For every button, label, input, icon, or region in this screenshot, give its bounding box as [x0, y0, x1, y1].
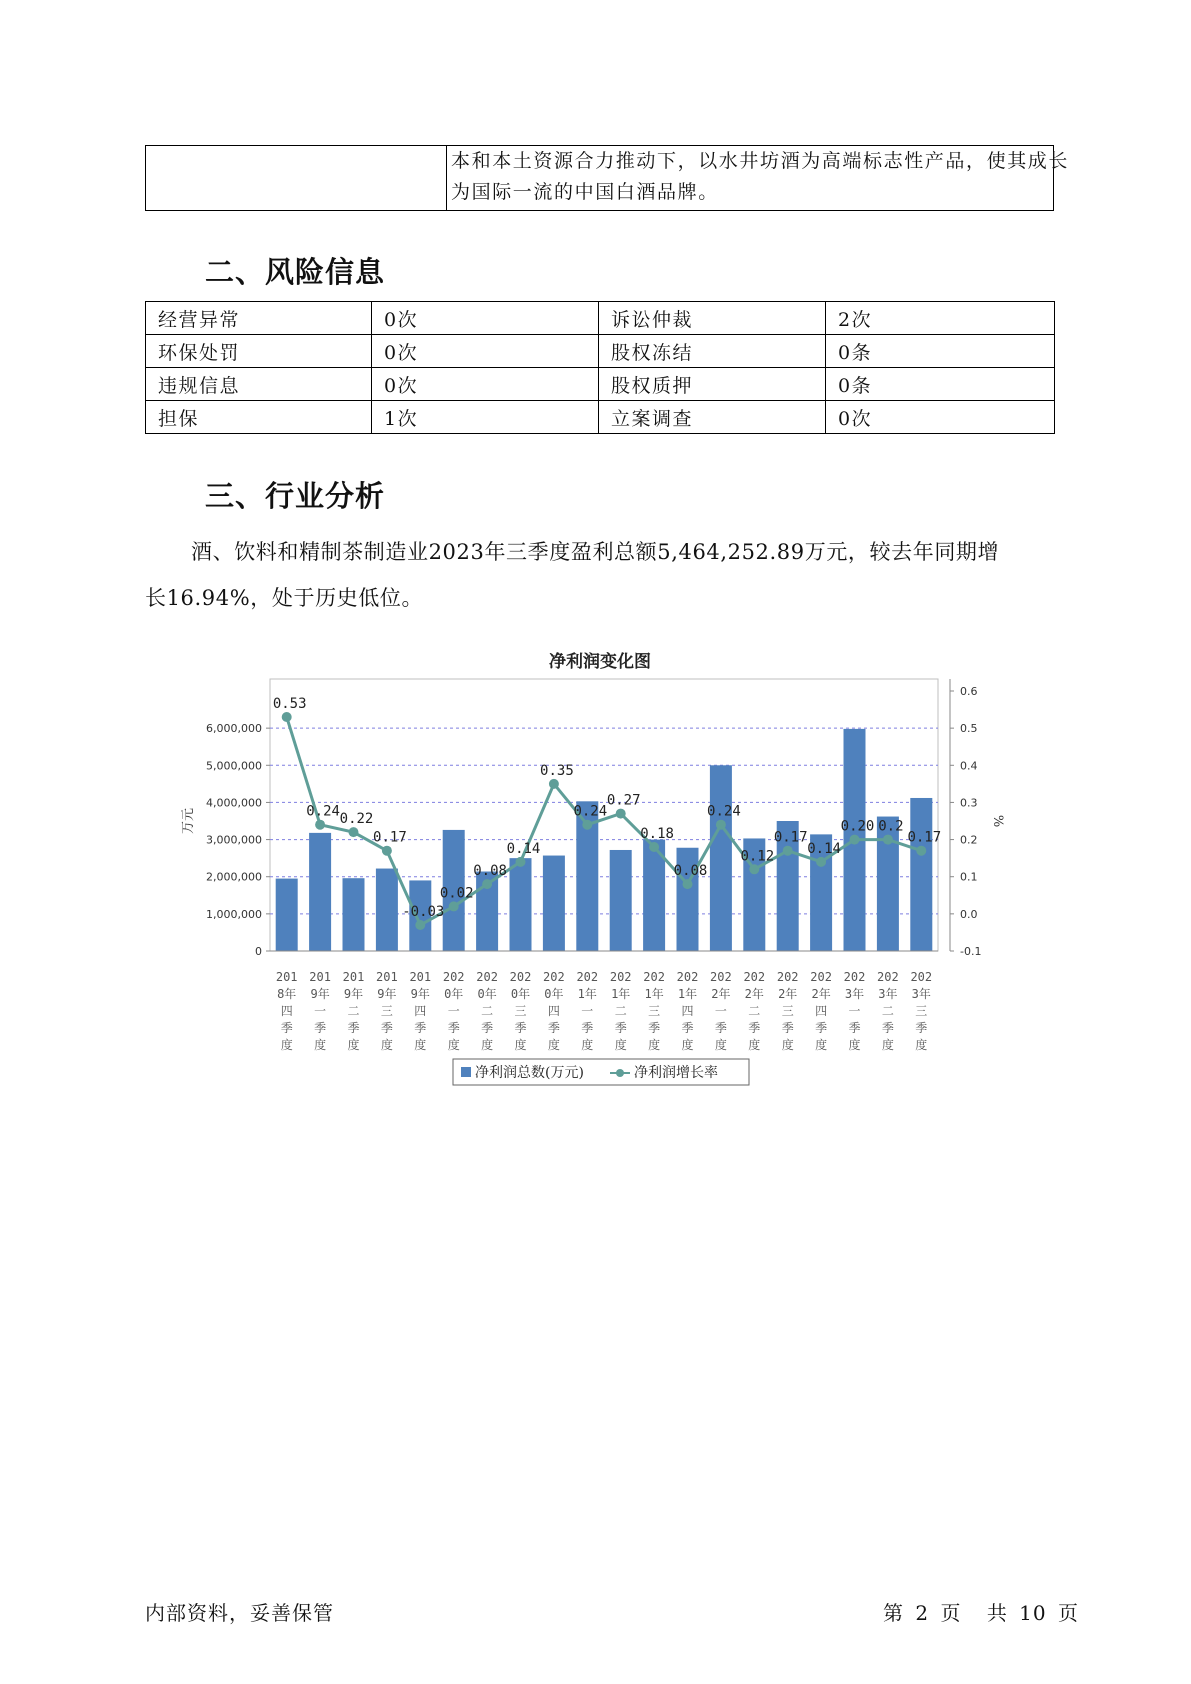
x-tick-label: 度 [915, 1038, 928, 1052]
bar [543, 856, 565, 951]
risk-row [146, 368, 1055, 401]
growth-data-label: 0.27 [606, 792, 641, 809]
growth-data-label: 0.17 [907, 829, 942, 846]
x-tick-label: 三 [648, 1004, 661, 1018]
y-tick-label: 6,000,000 [206, 722, 262, 736]
x-tick-label: 202 [509, 970, 532, 984]
growth-data-label: 0.2 [878, 818, 904, 835]
x-tick-label: 201 [275, 970, 298, 984]
x-tick-label: 202 [643, 970, 665, 984]
y2-tick-label: 0.6 [960, 685, 978, 698]
x-tick-label: 2年 [744, 987, 764, 1001]
growth-data-label: 0.24 [573, 803, 608, 820]
x-tick-label: 季 [347, 1021, 360, 1035]
industry-section-title: 三、行业分析 [205, 479, 386, 513]
x-tick-label: 四 [815, 1004, 828, 1018]
x-tick-label: 202 [877, 970, 899, 984]
risk-value: 0次 [826, 401, 1055, 434]
x-tick-label: 季 [547, 1021, 560, 1035]
x-tick-label: 季 [447, 1021, 460, 1035]
risk-value: 2次 [826, 302, 1055, 335]
x-tick-label: 202 [710, 970, 732, 984]
x-tick-label: 0年 [544, 987, 564, 1001]
x-tick-label: 202 [843, 970, 866, 984]
risk-value: 0次 [372, 335, 599, 368]
risk-table [145, 301, 1055, 434]
x-tick-label: 一 [848, 1004, 861, 1018]
x-tick-label: 度 [815, 1038, 828, 1052]
intro-text-line: 为国际一流的中国白酒品牌。 [451, 181, 719, 203]
y2-tick-label: 0.3 [960, 796, 978, 810]
x-tick-label: 度 [347, 1038, 360, 1052]
x-tick-label: 202 [576, 970, 599, 984]
intro-table [145, 145, 1070, 211]
x-tick-label: 三 [781, 1004, 794, 1018]
x-tick-label: 一 [581, 1004, 594, 1018]
growth-point [649, 842, 659, 852]
growth-point [549, 779, 559, 789]
growth-data-label: 0.20 [840, 818, 875, 835]
growth-point [482, 879, 492, 889]
x-tick-label: 季 [380, 1021, 393, 1035]
growth-point [916, 846, 926, 856]
net-profit-chart [170, 645, 1005, 1105]
growth-point [582, 820, 592, 830]
x-tick-label: 度 [314, 1038, 327, 1052]
y-tick-label: 3,000,000 [206, 833, 262, 847]
x-tick-label: 2年 [811, 987, 831, 1001]
x-tick-label: 四 [681, 1004, 694, 1018]
risk-value: 0次 [372, 368, 599, 401]
x-tick-label: 度 [514, 1038, 527, 1052]
x-tick-label: 8年 [277, 987, 297, 1001]
y2-tick-label: 0.1 [960, 870, 978, 884]
footer-confidential: 内部资料，妥善保管 [145, 1601, 334, 1625]
y-tick-label: 4,000,000 [206, 796, 262, 810]
growth-data-label: 0.17 [773, 829, 808, 846]
y2-tick-label: 0.4 [960, 759, 978, 773]
x-tick-label: 季 [781, 1021, 794, 1035]
x-tick-label: 季 [581, 1021, 594, 1035]
growth-data-label: 0.35 [540, 762, 574, 779]
x-tick-label: 3年 [911, 987, 931, 1001]
growth-point [315, 820, 325, 830]
bar [610, 850, 632, 951]
growth-point [850, 835, 860, 845]
x-tick-label: 度 [414, 1038, 427, 1052]
risk-label: 立案调查 [599, 401, 826, 434]
risk-row [146, 401, 1055, 434]
y2-tick-label: 0.0 [960, 907, 978, 921]
risk-label: 诉讼仲裁 [599, 302, 826, 335]
x-tick-label: 二 [881, 1004, 894, 1018]
risk-label: 环保处罚 [146, 335, 372, 368]
footer-page-number: 第 2 页 共 10 页 [883, 1601, 1079, 1625]
intro-table-text-cell [447, 146, 1070, 211]
x-tick-label: 3年 [844, 987, 865, 1001]
x-tick-label: 四 [280, 1004, 293, 1018]
growth-point [349, 827, 359, 837]
risk-section-title: 二、风险信息 [205, 255, 386, 289]
x-tick-label: 9年 [410, 987, 430, 1001]
x-tick-label: 度 [581, 1038, 594, 1052]
growth-data-label: 0.17 [373, 829, 407, 846]
x-tick-label: 201 [342, 970, 365, 984]
x-tick-label: 季 [848, 1021, 861, 1035]
x-tick-label: 季 [714, 1021, 727, 1035]
x-tick-label: 度 [781, 1038, 794, 1052]
growth-data-label: 0.08 [473, 863, 507, 880]
growth-data-label: 0.08 [673, 863, 708, 880]
growth-data-label: 0.18 [640, 826, 674, 842]
x-tick-label: 度 [881, 1038, 894, 1052]
x-tick-label: 度 [848, 1038, 861, 1052]
x-tick-label: 度 [681, 1038, 694, 1052]
growth-data-label: 0.24 [306, 803, 340, 820]
x-tick-label: 二 [748, 1004, 761, 1018]
risk-value: 0次 [372, 302, 599, 335]
risk-label: 经营异常 [146, 302, 372, 335]
risk-label: 股权冻结 [599, 335, 826, 368]
x-tick-label: 202 [676, 970, 699, 984]
x-tick-label: 度 [648, 1038, 661, 1052]
x-tick-label: 202 [810, 970, 832, 984]
x-tick-label: 季 [748, 1021, 761, 1035]
risk-row [146, 302, 1055, 335]
x-tick-label: 9年 [377, 987, 397, 1001]
y2-tick-label: 0.2 [960, 833, 978, 847]
bar [343, 878, 365, 951]
risk-label: 违规信息 [146, 368, 372, 401]
x-tick-label: 1年 [577, 987, 597, 1001]
x-tick-label: 一 [714, 1004, 727, 1018]
x-tick-label: 2年 [711, 987, 731, 1001]
x-tick-label: 度 [380, 1038, 393, 1052]
x-tick-label: 1年 [644, 987, 664, 1001]
x-tick-label: 四 [547, 1004, 560, 1018]
growth-data-label: 0.22 [339, 811, 374, 828]
x-tick-label: 二 [481, 1004, 494, 1018]
risk-value: 0条 [826, 335, 1055, 368]
bar [910, 798, 932, 951]
x-tick-label: 0年 [444, 987, 464, 1001]
bar [276, 879, 298, 951]
intro-table-empty-cell [146, 146, 447, 211]
risk-label: 担保 [146, 401, 372, 434]
x-tick-label: 度 [447, 1038, 460, 1052]
y-tick-label: 2,000,000 [206, 870, 262, 884]
x-tick-label: 三 [915, 1004, 928, 1018]
growth-point [415, 920, 425, 930]
growth-point [282, 712, 292, 722]
x-tick-label: 202 [543, 970, 565, 984]
x-tick-label: 二 [347, 1004, 360, 1018]
growth-data-label: 0.53 [272, 696, 307, 712]
x-tick-label: 9年 [343, 987, 364, 1001]
x-tick-label: 季 [881, 1021, 894, 1035]
intro-text-line: 本和本土资源合力推动下，以水井坊酒为高端标志性产品，使其成长 [451, 150, 1070, 172]
x-tick-label: 二 [614, 1004, 627, 1018]
y2-axis-label: % [990, 814, 1005, 828]
x-tick-label: 202 [442, 970, 465, 984]
risk-value: 1次 [372, 401, 599, 434]
risk-value: 0条 [826, 368, 1055, 401]
growth-point [449, 901, 459, 911]
x-tick-label: 季 [614, 1021, 627, 1035]
bar [710, 765, 732, 951]
x-tick-label: 0年 [477, 987, 497, 1001]
x-tick-label: 202 [776, 970, 799, 984]
x-tick-label: 季 [280, 1021, 293, 1035]
x-tick-label: 季 [514, 1021, 527, 1035]
x-tick-label: 2年 [778, 987, 798, 1001]
growth-point [783, 846, 793, 856]
x-tick-label: 季 [414, 1021, 427, 1035]
growth-data-label: -0.03 [402, 904, 445, 920]
industry-paragraph-line: 酒、饮料和精制茶制造业2023年三季度盈利总额5,464,252.89万元，较去年同期增 [191, 540, 1000, 564]
growth-point [683, 879, 693, 889]
x-tick-label: 三 [514, 1004, 527, 1018]
x-tick-label: 季 [481, 1021, 494, 1035]
x-tick-label: 度 [714, 1038, 727, 1052]
x-tick-label: 202 [476, 970, 498, 984]
y2-tick-label: 0.5 [960, 722, 978, 736]
x-tick-label: 度 [614, 1038, 627, 1052]
x-tick-label: 202 [609, 970, 632, 984]
x-tick-label: 季 [648, 1021, 661, 1035]
legend-bar-swatch [461, 1067, 471, 1077]
legend-line-label: 净利润增长率 [634, 1065, 718, 1081]
growth-point [516, 857, 526, 867]
x-tick-label: 季 [681, 1021, 694, 1035]
bar [309, 833, 331, 951]
growth-data-label: 0.02 [439, 885, 474, 902]
x-tick-label: 季 [815, 1021, 828, 1035]
x-tick-label: 201 [309, 970, 331, 984]
x-tick-label: 一 [314, 1004, 327, 1018]
y-tick-label: 5,000,000 [206, 759, 262, 773]
growth-point [382, 846, 392, 856]
growth-point [749, 864, 759, 874]
x-tick-label: 季 [915, 1021, 928, 1035]
x-tick-label: 9年 [310, 987, 330, 1001]
risk-label: 股权质押 [599, 368, 826, 401]
x-tick-label: 四 [414, 1004, 427, 1018]
x-tick-label: 201 [409, 970, 432, 984]
x-tick-label: 一 [447, 1004, 460, 1018]
x-tick-label: 0年 [510, 987, 531, 1001]
x-tick-label: 度 [280, 1038, 293, 1052]
x-tick-label: 202 [743, 970, 766, 984]
industry-paragraph [145, 529, 1060, 621]
x-tick-label: 度 [481, 1038, 494, 1052]
bar [376, 869, 398, 951]
y-axis-label: 万元 [181, 807, 196, 835]
x-tick-label: 1年 [677, 987, 698, 1001]
x-tick-label: 201 [376, 970, 398, 984]
growth-data-label: 0.12 [740, 848, 775, 865]
growth-point [716, 820, 726, 830]
x-tick-label: 度 [547, 1038, 560, 1052]
y-tick-label: 0 [255, 945, 262, 958]
growth-data-label: 0.14 [807, 840, 841, 857]
industry-paragraph-line: 长16.94%，处于历史低位。 [145, 586, 424, 610]
x-tick-label: 202 [910, 970, 933, 984]
x-tick-label: 季 [314, 1021, 327, 1035]
growth-point [816, 857, 826, 867]
legend-bar-label: 净利润总数(万元) [475, 1065, 584, 1081]
x-tick-label: 3年 [878, 987, 898, 1001]
y-tick-label: 1,000,000 [206, 907, 262, 921]
growth-point [883, 835, 893, 845]
y2-tick-label: -0.1 [960, 945, 982, 958]
x-tick-label: 1年 [611, 987, 631, 1001]
chart-title: 净利润变化图 [549, 652, 651, 672]
x-tick-label: 三 [380, 1004, 393, 1018]
growth-data-label: 0.14 [506, 840, 541, 857]
bar [510, 858, 532, 951]
growth-data-label: 0.24 [707, 803, 741, 820]
risk-row [146, 335, 1055, 368]
x-tick-label: 度 [748, 1038, 761, 1052]
growth-point [616, 809, 626, 819]
legend-line-marker [616, 1069, 624, 1077]
